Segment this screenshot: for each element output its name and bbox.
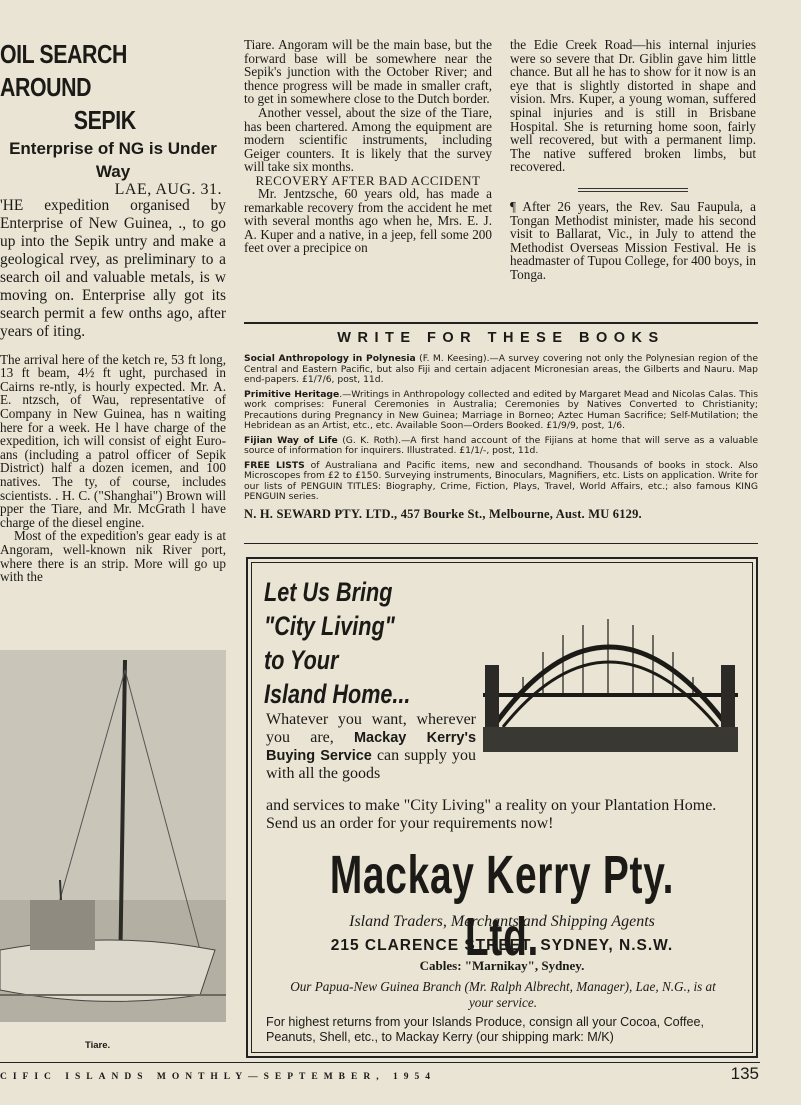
books-address: N. H. SEWARD PTY. LTD., 457 Bourke St., Melbourne, Aust. MU 6129.	[244, 506, 642, 521]
advert-text: Whatever you want, wherever you are,	[266, 711, 476, 746]
harbour-bridge-illustration	[483, 577, 738, 752]
photo-caption: Tiare.	[85, 1040, 111, 1051]
footer-rule	[0, 1062, 760, 1063]
article-deck: Enterprise of NG is Under Way	[9, 139, 217, 181]
books-advert	[244, 322, 758, 523]
advert-headline-line: Let Us Bring	[264, 577, 393, 607]
book-title: FREE LISTS	[244, 459, 305, 471]
section-divider	[578, 188, 688, 189]
headline-line-1: OIL SEARCH AROUND	[0, 39, 127, 102]
advert-headline-line: to Your	[264, 645, 339, 675]
article-paragraph: The arrival here of the ketch re, 53 ft long, 13 ft beam, 4½ ft ught, purchased in Cairns re-ntly, is hourly expected. Mr. A. E. ntzsch, of Wau, representative of Company in New Guinea, has n waiting here for a week. He l have charge of the expedition, ich will consist of eight Euro-ans (including a patrol officer of Sepik District) half a dozen icemen, and 100 natives. The ty, of course, includes scientists. . H. C. ("Shanghai") Brown will pper the Tiare, and Mr. McGrath l have charge of the diesel engine.	[0, 351, 226, 530]
advert-company-name: Mackay Kerry Pty. Ltd.	[329, 845, 675, 967]
article-column-1	[0, 38, 226, 584]
book-description: (F. M. Keesing).—A survey covering not only the Polynesian region of the Central and Eastern Pacific, but also Fiji and certain adjacent Micronesian areas, the Gilberts and Nauru. Map end-papers. £1/7/6, post, 11d.	[244, 353, 758, 385]
advert-service-name: Mackay Kerry's Buying Service	[266, 730, 477, 764]
article-paragraph: Another vessel, about the size of the Tiare, has been chartered. Among the equipment are modern scientific instruments, including Geiger counters. It is likely that the survey will take six months.	[244, 104, 492, 175]
book-description: .—Writings in Anthropology collected and edited by Margaret Mead and Nicolas Calas. This work comprises: Funeral Ceremonies in Australia; Ceremonies by Natives Converted to Christianity; Precautions during Pregnancy in New Guinea; Marriage in Borneo; Aztec Human Sacrifice; Self-Mutilation; the Hebridean as an Artist, etc., etc. Available Soon—Orders Booked. £1/9/9, post, 1/6.	[244, 388, 758, 431]
book-item	[244, 354, 758, 386]
ketch-photo	[0, 650, 226, 1022]
section-divider	[578, 191, 688, 192]
article-column-2	[244, 38, 492, 255]
book-title: Fijian Way of Life	[244, 434, 338, 446]
book-description: of Australiana and Pacific items, new and secondhand. Thousands of books in stock. Also Microscopes from £2 to £150. Surveying instruments, Binoculars, Magnifiers, etc. Lists on application. Write for our lists of PENGUIN TITLES: Biography, Crime, Fiction, Plays, Travel, World Affairs, etc.; also famous KING PENGUIN series.	[244, 459, 758, 502]
advert-footer: For highest returns from your Islands Produce, consign all your Cocoa, Coffee, Peanuts, Shell, etc., to Mackay Kerry (our shipping mark: M/K)	[266, 1015, 704, 1044]
article-lead: 'HE expedition organised by Enterprise of New Guinea, ., to go up into the Sepik untry and make a geological rvey, as preliminary to a search oil and valuable metals, is w moving on. Enterprise ally got its search permit a few onths ago, after years of iting.	[0, 196, 226, 340]
ketch-illustration	[0, 650, 226, 1022]
book-item	[244, 436, 758, 457]
page-number: 135	[730, 1064, 759, 1083]
book-title: Social Anthropology in Polynesia	[244, 353, 416, 364]
book-title: Primitive Heritage	[244, 388, 340, 400]
advert-headline-line: Island Home...	[264, 679, 411, 709]
advert-text: can supply you with all the goods	[266, 747, 477, 782]
article-headline	[0, 38, 221, 137]
advert-tagline: Island Traders, Merchants and Shipping Agents	[349, 913, 655, 930]
article-paragraph: the Edie Creek Road—his internal injuries were so severe that Dr. Giblin gave him little chance. But all he has to show for it now is an eye that is slightly distorted in shape and vision. Mrs. Kuper, a young woman, suffered spinal injuries and is still in Brisbane Hospital. She is returning home soon, fairly well recovered, but with a permanent limp. The native suffered broken limbs, but recovered.	[510, 37, 756, 175]
book-item	[244, 461, 758, 503]
article-paragraph: Most of the expedition's gear eady is at Angoram, well-known nik River port, where there is an strip. More will go up with the	[0, 528, 226, 585]
article-column-3	[510, 38, 756, 282]
books-bottom-rule	[244, 543, 758, 544]
article-paragraph: Tiare. Angoram will be the main base, but the forward base will be somewhere near the Sepik's junction with the October River; and thence progress will be made in smaller craft, to get in somewhere close to the Dutch border.	[244, 37, 492, 107]
article-dateline: LAE, AUG. 31.	[114, 181, 222, 198]
advert-branch: Our Papua-New Guinea Branch (Mr. Ralph Albrecht, Manager), Lae, N.G., is at your service.	[290, 979, 716, 1010]
running-footer: CIFIC ISLANDS MONTHLY—SEPTEMBER, 1954	[0, 1072, 436, 1082]
article-paragraph: Mr. Jentzsche, 60 years old, has made a remarkable recovery from the accident he met with several months ago when he, Mrs. E. J. A. Kuper and a native, in a jeep, fell some 200 feet over a precipice on	[244, 185, 492, 256]
advert-headline-line: "City Living"	[264, 611, 395, 641]
advert-cables: Cables: "Marnikay", Sydney.	[419, 958, 585, 973]
advert-intro	[266, 711, 476, 783]
advert-body: and services to make "City Living" a reality on your Plantation Home. Send us an order for your requirements now!	[266, 797, 717, 832]
article-subhead: RECOVERY AFTER BAD ACCIDENT	[255, 172, 481, 188]
advert-headline	[264, 575, 472, 711]
page-footer	[0, 1064, 801, 1092]
mackay-kerry-advert	[246, 557, 758, 1058]
book-item	[244, 390, 758, 432]
book-description: (G. K. Roth).—A first hand account of the Fijians at home that will serve as a valuable source of information for inquirers. Illustrated. £1/1/-, post, 11d.	[244, 434, 758, 456]
advert-street-address: 215 CLARENCE STREET, SYDNEY, N.S.W.	[330, 937, 674, 954]
news-note: ¶ After 26 years, the Rev. Sau Faupula, a Tongan Methodist minister, made his second visit to Ballarat, Vic., in July to attend the Methodist Overseas Mission Festival. He is headmaster of Tupou College, for 400 boys, in Tonga.	[510, 198, 756, 282]
books-header: WRITE FOR THESE BOOKS	[337, 330, 665, 346]
headline-line-2: SEPIK	[73, 105, 136, 135]
